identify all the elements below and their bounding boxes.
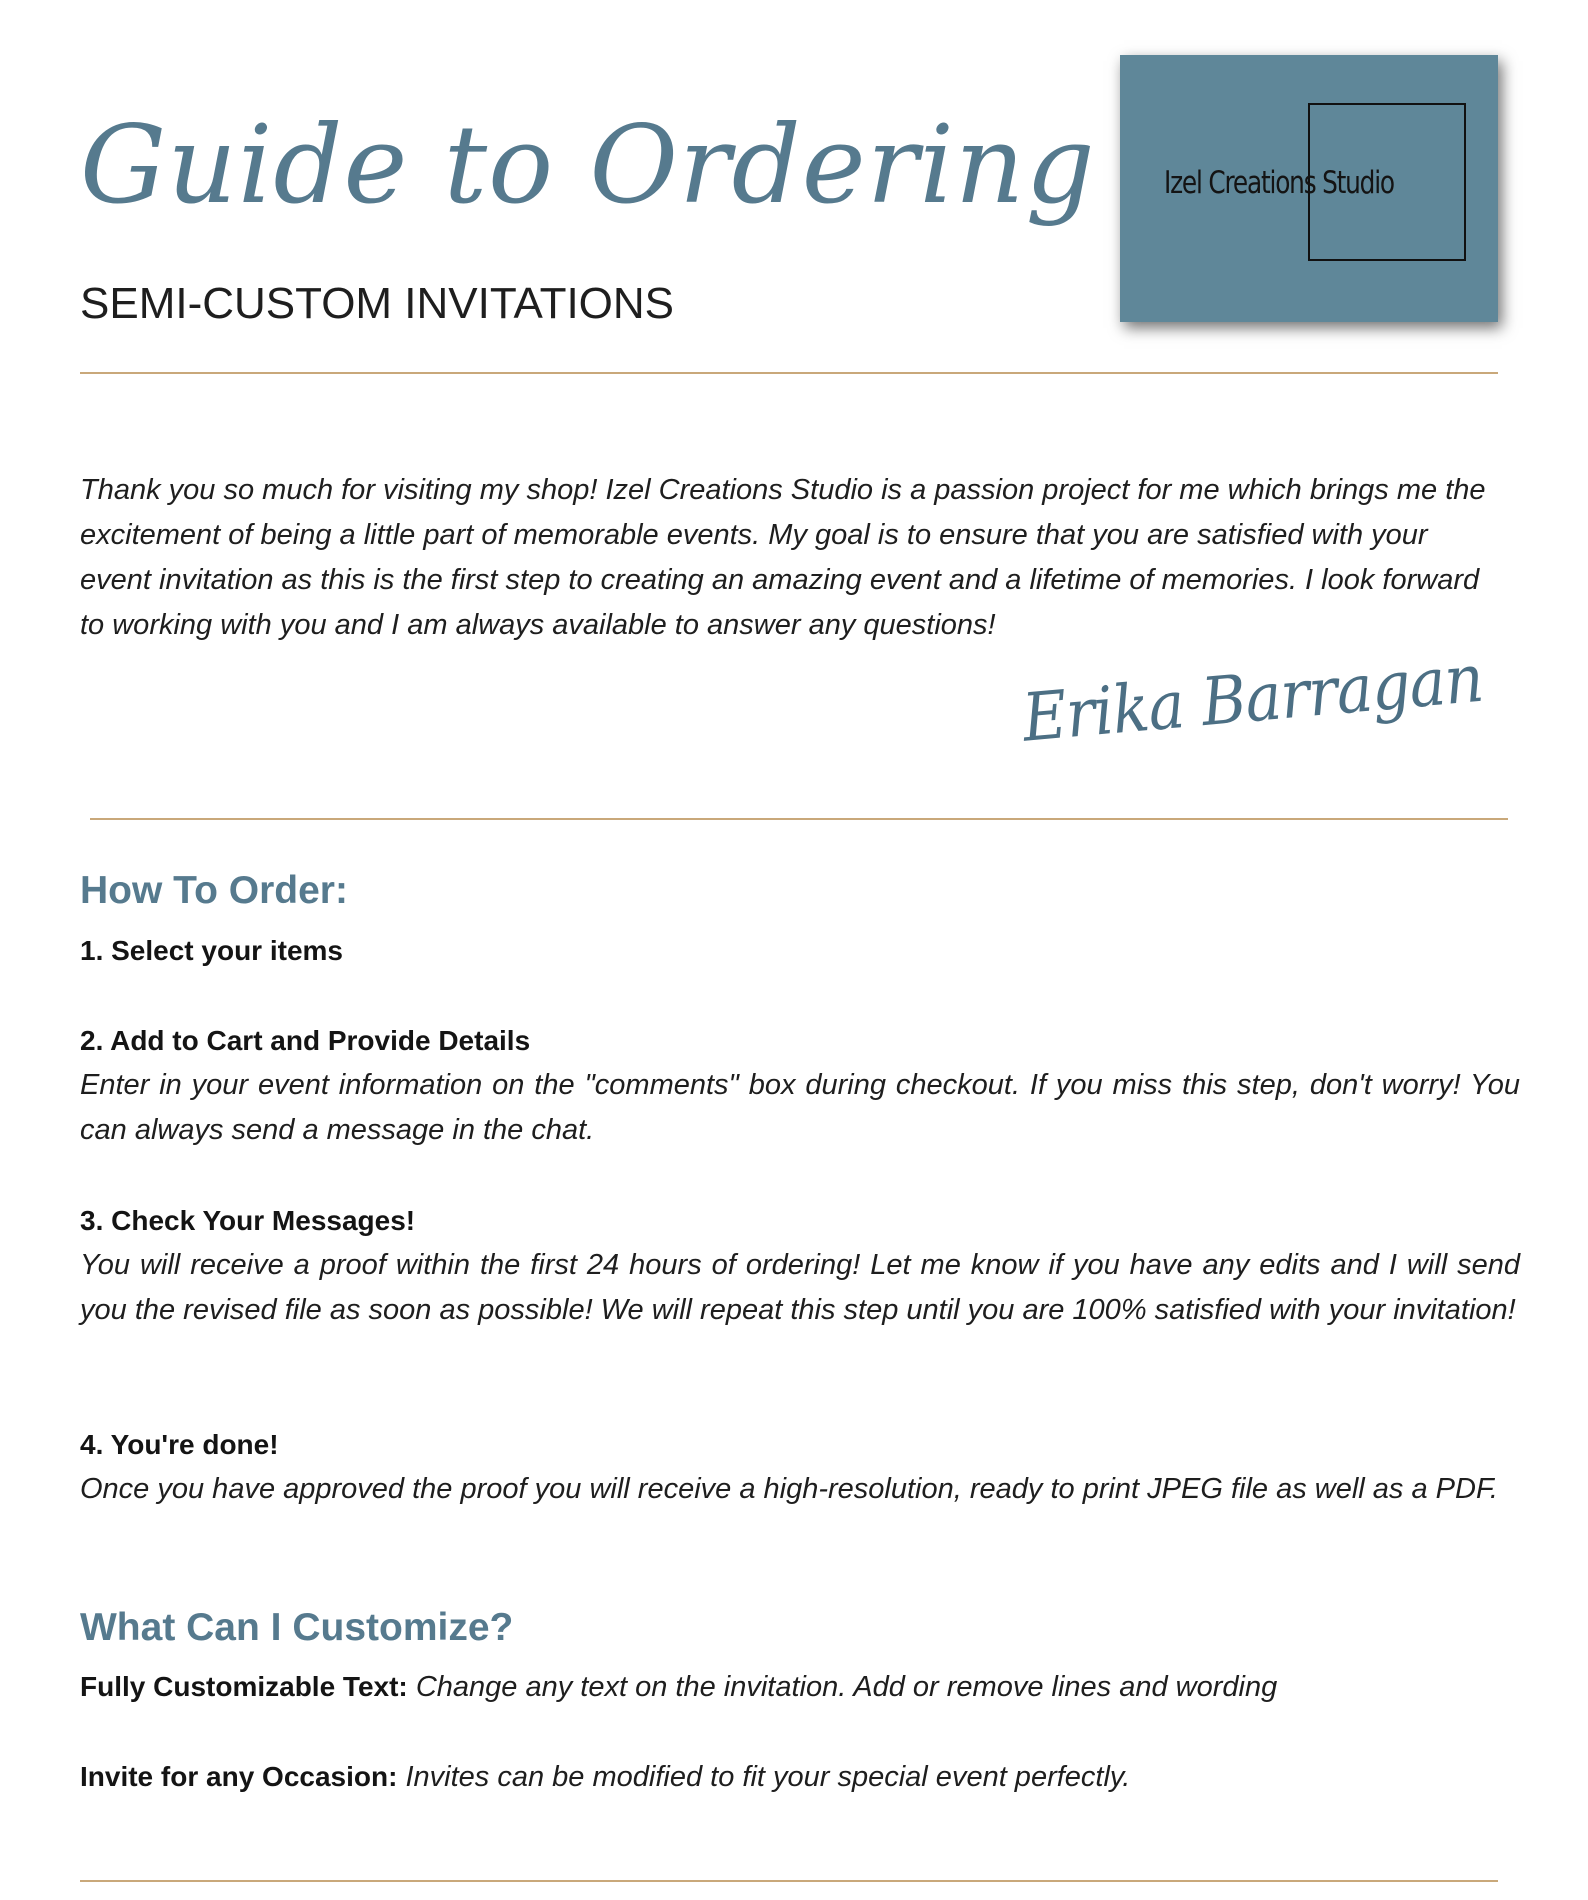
step-1-title: 1. Select your items — [80, 935, 344, 966]
divider-top — [80, 372, 1498, 374]
page-title: Guide to Ordering — [80, 103, 1096, 228]
signature: Erika Barragan — [1019, 639, 1486, 757]
customize-item-label: Fully Customizable Text: — [80, 1671, 408, 1702]
customize-item-label: Invite for any Occasion: — [80, 1761, 398, 1792]
customize-item-description: Change any text on the invitation. Add or remove lines and wording — [415, 1671, 1278, 1703]
customize-heading: What Can I Customize? — [80, 1606, 514, 1649]
step-3-title: 3. Check Your Messages! — [80, 1205, 416, 1236]
divider-middle — [90, 818, 1508, 820]
customize-item-text — [80, 1664, 1277, 1710]
page-subtitle: SEMI-CUSTOM INVITATIONS — [80, 279, 675, 328]
step-4-body: Once you have approved the proof you will receive a high-resolution, ready to print JPEG file as well as a PDF. — [80, 1473, 1498, 1505]
logo-text: Izel Creations Studio — [1164, 165, 1394, 201]
step-2-body: Enter in your event information on the "comments" box during checkout. If you miss this step, don't worry! You can always send a message in the chat. — [80, 1069, 1520, 1146]
customize-item-description: Invites can be modified to fit your special event perfectly. — [405, 1761, 1131, 1793]
step-2-title: 2. Add to Cart and Provide Details — [80, 1025, 531, 1056]
intro-paragraph: Thank you so much for visiting my shop! Izel Creations Studio is a passion project for me which brings me the excitement of being a little part of memorable events. My goal is to ensure that you are satisfied with your event invitation as this is the first step to creating an amazing event and a lifetime of memories. I look forward to working with you and I am always available to answer any questions! — [80, 474, 1486, 641]
customize-item-occasion — [80, 1754, 1130, 1800]
how-to-order-heading: How To Order: — [80, 869, 348, 912]
divider-bottom — [80, 1880, 1498, 1882]
step-3-body: You will receive a proof within the first 24 hours of ordering! Let me know if you have any edits and I will send you the revised file as soon as possible! We will repeat this step until you are 100% satisfied with your invitation! — [80, 1249, 1520, 1326]
studio-logo — [1120, 55, 1498, 322]
step-4-title: 4. You're done! — [80, 1429, 279, 1460]
